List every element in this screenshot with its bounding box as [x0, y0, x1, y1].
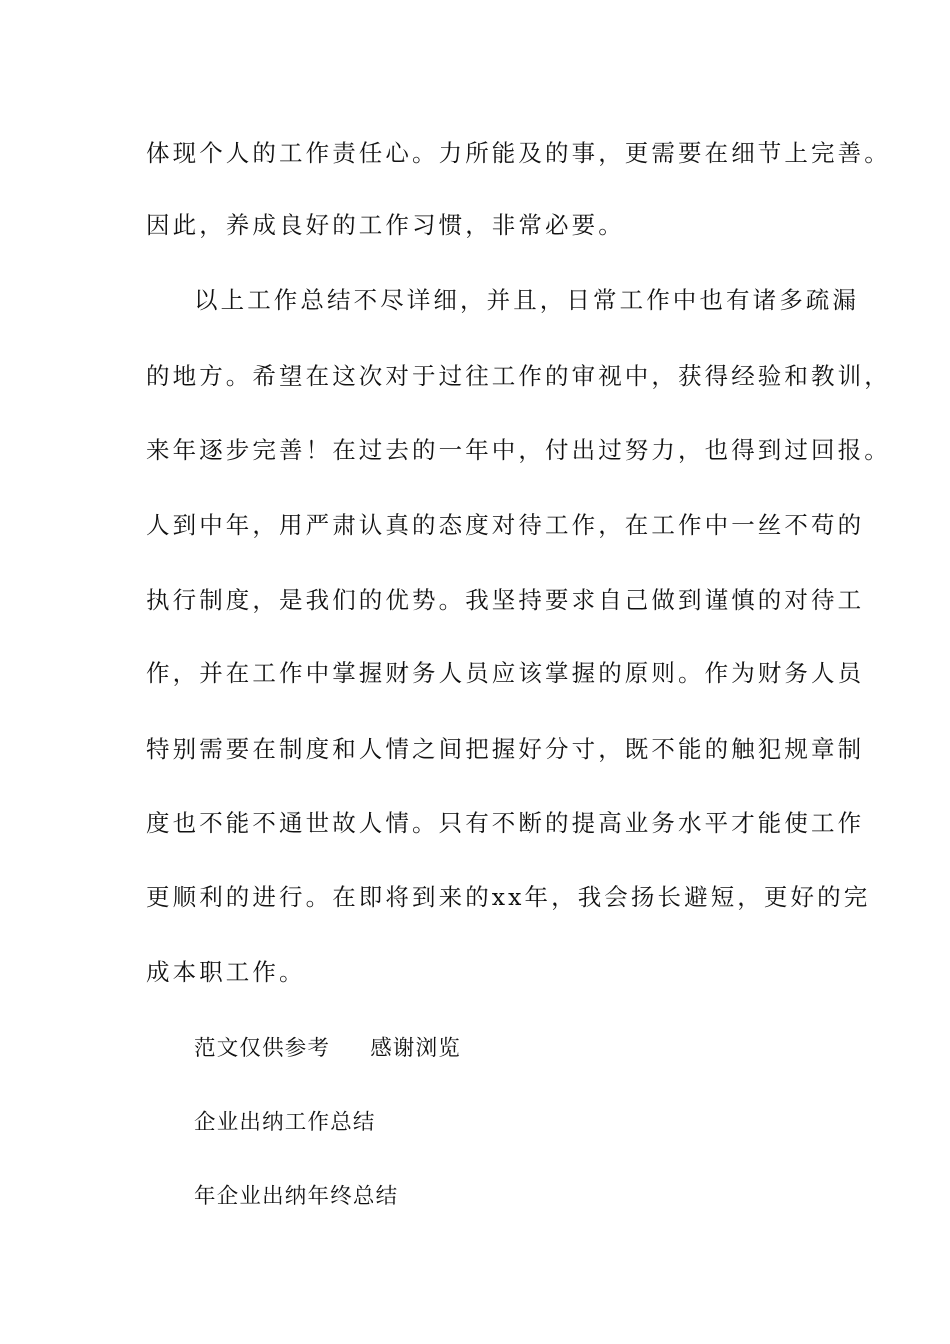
paragraph-line: 执行制度，是我们的优势。我坚持要求自己做到谨慎的对待工 [146, 586, 865, 614]
paragraph-line: 以上工作总结不尽详细，并且，日常工作中也有诸多疏漏 [194, 286, 859, 314]
paragraph-line: 体现个人的工作责任心。力所能及的事，更需要在细节上完善。 [146, 139, 891, 167]
paragraph-line: 来年逐步完善！在过去的一年中，付出过努力，也得到过回报。 [146, 436, 891, 464]
thanks-text: 感谢浏览 [370, 1036, 462, 1061]
paragraph-line: 更顺利的进行。在即将到来的xx年，我会扬长避短，更好的完 [146, 883, 871, 911]
paragraph-line: 因此，养成良好的工作习惯，非常必要。 [146, 211, 625, 239]
paragraph-line: 人到中年，用严肃认真的态度对待工作，在工作中一丝不苟的 [146, 511, 865, 539]
paragraph-line: 作，并在工作中掌握财务人员应该掌握的原则。作为财务人员 [146, 659, 865, 687]
related-title-2: 年企业出纳年终总结 [194, 1184, 399, 1209]
paragraph-line: 成本职工作。 [146, 958, 306, 986]
paragraph-line: 的地方。希望在这次对于过往工作的审视中，获得经验和教训， [146, 362, 891, 390]
related-title-1: 企业出纳工作总结 [194, 1110, 376, 1135]
reference-line [194, 1034, 461, 1064]
paragraph-line: 度也不能不通世故人情。只有不断的提高业务水平才能使工作 [146, 809, 865, 837]
paragraph-line: 特别需要在制度和人情之间把握好分寸，既不能的触犯规章制 [146, 735, 865, 763]
reference-text: 范文仅供参考 [194, 1036, 331, 1061]
